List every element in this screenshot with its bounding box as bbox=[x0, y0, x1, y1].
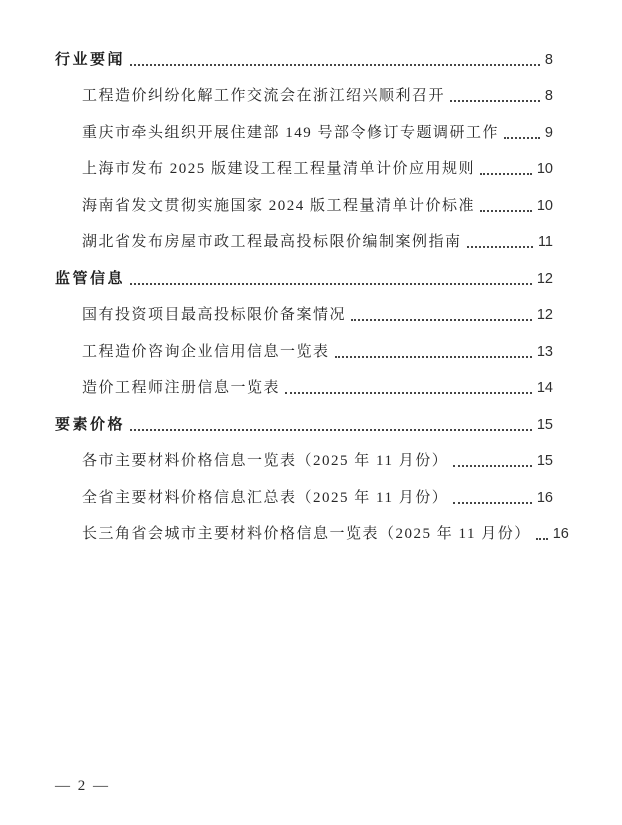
toc-page-number: 9 bbox=[544, 124, 553, 141]
toc-section-title: 监管信息 bbox=[55, 270, 126, 287]
toc-entry[interactable] bbox=[55, 114, 553, 151]
toc-section-heading[interactable] bbox=[55, 260, 553, 297]
toc-entry-title: 造价工程师注册信息一览表 bbox=[82, 380, 281, 396]
toc-section-heading[interactable] bbox=[55, 406, 553, 443]
toc-page-number: 15 bbox=[536, 416, 553, 433]
toc-entry-title: 工程造价咨询企业信用信息一览表 bbox=[82, 343, 330, 360]
toc-page-number: 15 bbox=[536, 453, 553, 469]
toc-page-number: 12 bbox=[536, 270, 553, 287]
toc-entry[interactable] bbox=[55, 297, 553, 334]
toc-entry[interactable] bbox=[55, 224, 553, 261]
toc-page-number: 13 bbox=[536, 343, 553, 360]
dot-leader bbox=[450, 100, 540, 102]
toc-entry-title: 各市主要材料价格信息一览表（2025 年 11 月份） bbox=[82, 453, 449, 469]
toc-page-number: 16 bbox=[536, 489, 553, 506]
dot-leader bbox=[285, 392, 532, 394]
toc-entry-title: 重庆市牵头组织开展住建部 149 号部令修订专题调研工作 bbox=[82, 124, 500, 141]
toc-entry-title: 长三角省会城市主要材料价格信息一览表（2025 年 11 月份） bbox=[82, 526, 531, 542]
table-of-contents bbox=[55, 41, 569, 552]
dot-leader bbox=[335, 356, 532, 358]
toc-entry[interactable] bbox=[55, 333, 553, 370]
dot-leader bbox=[467, 246, 533, 248]
toc-page-number: 14 bbox=[536, 380, 553, 396]
toc-page-number: 8 bbox=[544, 51, 553, 68]
toc-entry-title: 海南省发文贯彻实施国家 2024 版工程量清单计价标准 bbox=[82, 197, 476, 214]
toc-entry-title: 国有投资项目最高投标限价备案情况 bbox=[82, 307, 347, 323]
toc-page-number: 11 bbox=[537, 234, 553, 250]
dot-leader bbox=[130, 64, 540, 66]
toc-entry-title: 湖北省发布房屋市政工程最高投标限价编制案例指南 bbox=[82, 234, 462, 250]
toc-entry-title: 工程造价纠纷化解工作交流会在浙江绍兴顺利召开 bbox=[82, 88, 446, 104]
dot-leader bbox=[130, 429, 532, 431]
dot-leader bbox=[536, 538, 548, 540]
toc-entry-title: 全省主要材料价格信息汇总表（2025 年 11 月份） bbox=[82, 489, 449, 506]
toc-entry[interactable] bbox=[55, 187, 553, 224]
toc-page-number: 16 bbox=[552, 526, 569, 542]
toc-section-heading[interactable] bbox=[55, 41, 553, 78]
toc-section-title: 要素价格 bbox=[55, 416, 126, 433]
toc-page-number: 10 bbox=[536, 161, 553, 177]
dot-leader bbox=[480, 173, 532, 175]
toc-entry[interactable] bbox=[55, 516, 569, 553]
dot-leader bbox=[504, 137, 540, 139]
toc-entry[interactable] bbox=[55, 479, 553, 516]
toc-entry[interactable] bbox=[55, 370, 553, 407]
toc-entry[interactable] bbox=[55, 443, 553, 480]
dot-leader bbox=[453, 502, 532, 504]
page-number-footer: — 2 — bbox=[55, 778, 110, 794]
toc-section-title: 行业要闻 bbox=[55, 51, 126, 68]
toc-page-number: 8 bbox=[544, 88, 553, 104]
toc-entry[interactable] bbox=[55, 151, 553, 188]
dot-leader bbox=[453, 465, 532, 467]
dot-leader bbox=[480, 210, 532, 212]
toc-page-number: 12 bbox=[536, 307, 553, 323]
toc-entry-title: 上海市发布 2025 版建设工程工程量清单计价应用规则 bbox=[82, 161, 476, 177]
toc-entry[interactable] bbox=[55, 78, 553, 115]
toc-page-number: 10 bbox=[536, 197, 553, 214]
dot-leader bbox=[351, 319, 532, 321]
dot-leader bbox=[130, 283, 532, 285]
